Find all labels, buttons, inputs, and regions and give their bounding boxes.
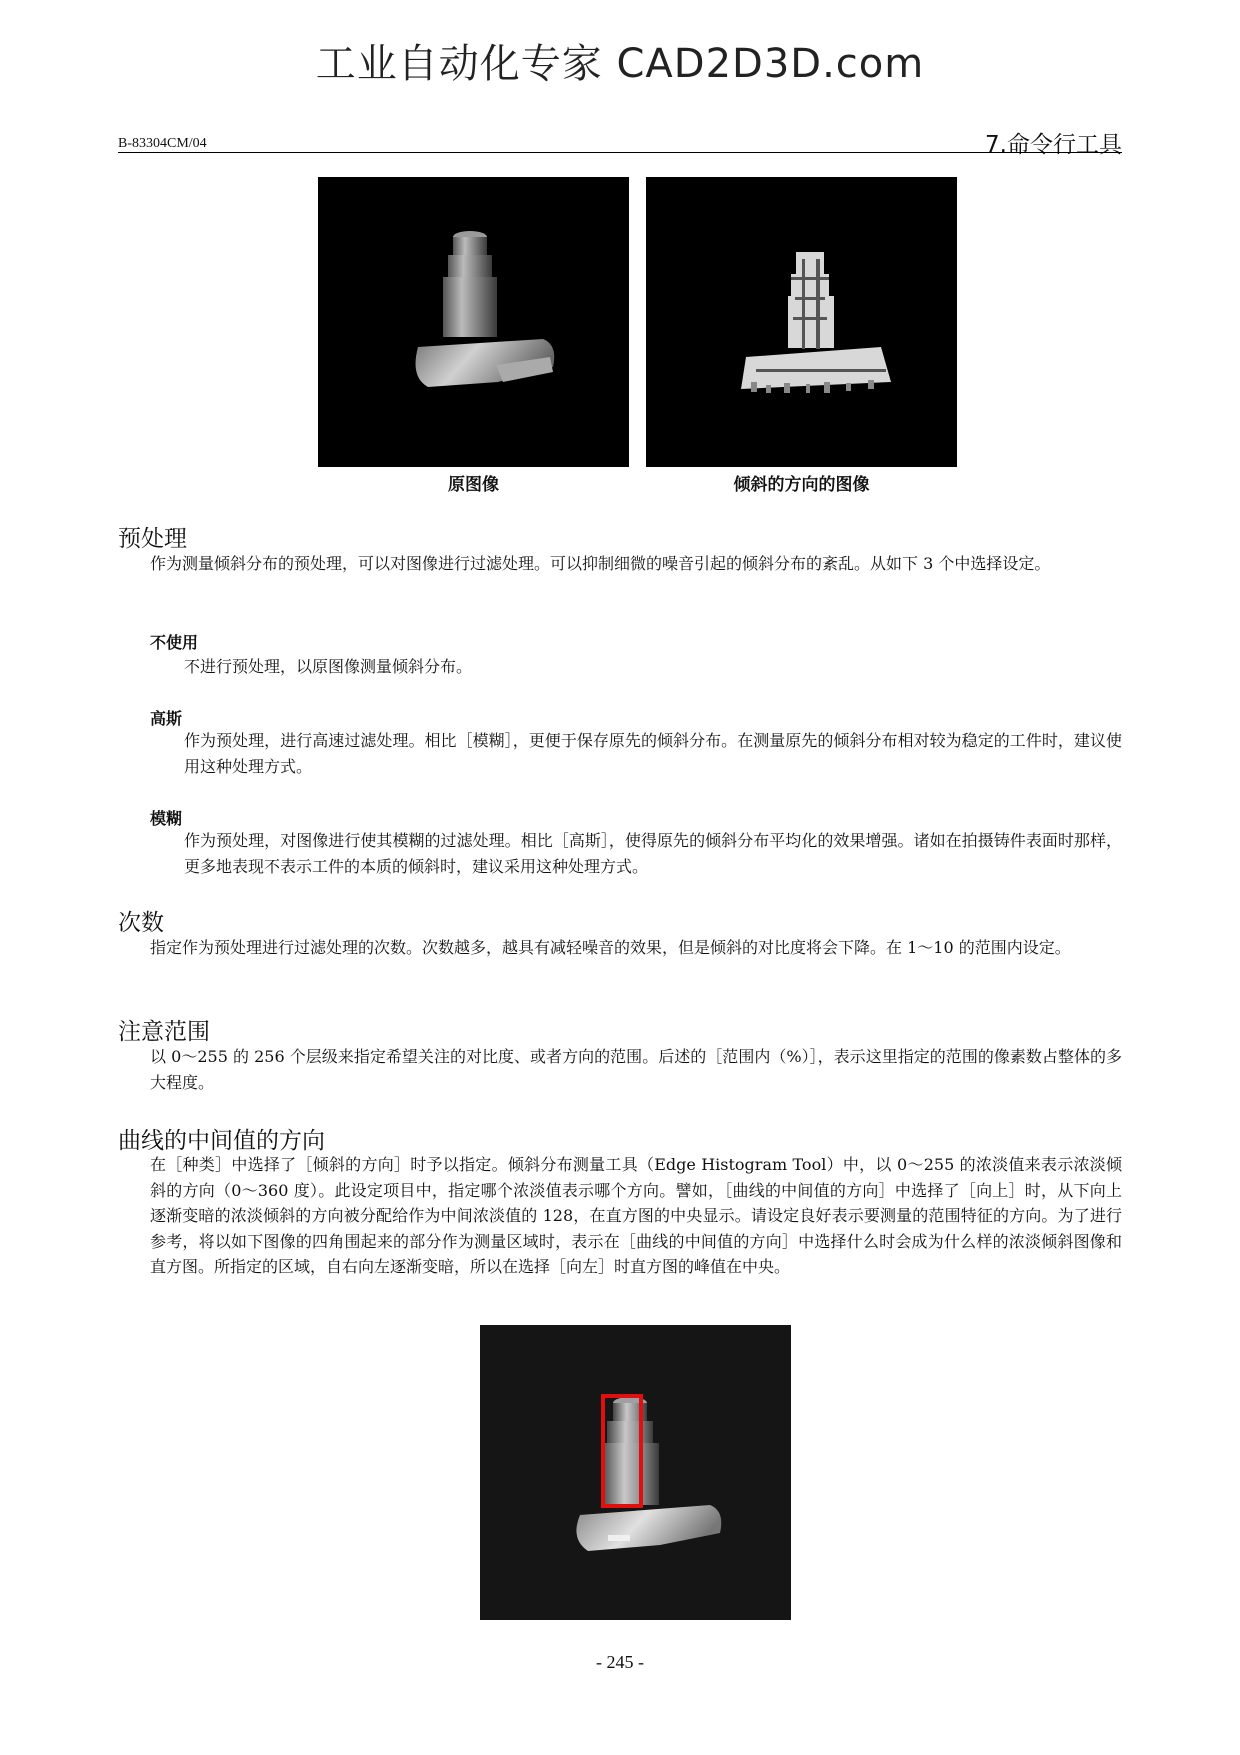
watermark-title: 工业自动化专家 CAD2D3D.com [315,41,925,87]
heading-direction: 曲线的中间值的方向 [118,1128,325,1154]
doc-code: B-83304CM/04 [118,136,207,151]
page-number: - 245 - [596,1652,644,1672]
header-rule [118,152,1122,153]
direction-text: 在［种类］中选择了［倾斜的方向］时予以指定。倾斜分布测量工具（Edge Histogram Tool）中，以 0～255 的浓淡值来表示浓淡倾斜的方向（0～360 度）。此设定项目中，指定哪个浓淡值表示哪个方向。譬如，［曲线的中间值的方向］中选择了［向上］时，从下向上逐渐变暗的浓淡倾斜的方向被分配给作为中间浓淡值的 128，在直方图的中央显示。请设定良好表示要测量的范围特征的方向。为了进行参考，将以如下图像的四角围起来的部分作为测量区域时，表示在［曲线的中间值的方向］中选择什么时会成为什么样的浓淡倾斜图像和直方图。所指定的区域，自右向左逐渐变暗，所以在选择［向左］时直方图的峰值在中央。 [150,1155,1122,1276]
heading-option-gauss: 高斯 [150,709,183,728]
original-image [318,177,629,467]
heading-option-blur: 模糊 [150,809,183,828]
heading-count: 次数 [118,910,164,936]
heading-preprocess: 预处理 [118,526,187,552]
chapter-title: 7.命令行工具 [985,132,1122,158]
heading-option-none: 不使用 [150,633,199,652]
gradient-direction-image [646,177,957,467]
option-blur-text: 作为预处理，对图像进行使其模糊的过滤处理。相比［高斯］，使得原先的倾斜分布平均化的效果增强。诸如在拍摄铸件表面时那样，更多地表现不表示工件的本质的倾斜时，建议采用这种处理方式。 [184,831,1122,876]
range-text: 以 0～255 的 256 个层级来指定希望关注的对比度、或者方向的范围。后述的［范围内（%）］，表示这里指定的范围的像素数占整体的多大程度。 [150,1047,1122,1092]
option-none-text: 不进行预处理，以原图像测量倾斜分布。 [184,657,473,676]
measurement-region-image [480,1325,791,1620]
count-text: 指定作为预处理进行过滤处理的次数。次数越多，越具有减轻噪音的效果，但是倾斜的对比度将会下降。在 1～10 的范围内设定。 [150,938,1071,957]
caption-original: 原图像 [448,475,499,495]
caption-gradient-direction: 倾斜的方向的图像 [733,475,870,495]
heading-range: 注意范围 [118,1019,210,1045]
preprocess-intro: 作为测量倾斜分布的预处理，可以对图像进行过滤处理。可以抑制细微的噪音引起的倾斜分布的紊乱。从如下 3 个中选择设定。 [150,554,1051,573]
option-gauss-text: 作为预处理，进行高速过滤处理。相比［模糊］，更便于保存原先的倾斜分布。在测量原先的倾斜分布相对较为稳定的工件时，建议使用这种处理方式。 [184,731,1122,776]
